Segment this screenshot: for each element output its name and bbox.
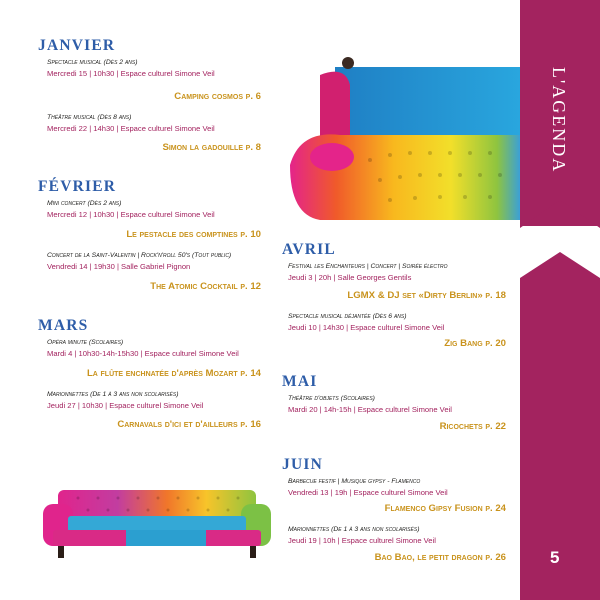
event-title: Simon la gadouille p. 8 [162, 142, 261, 153]
event-category: Marionnettes (De 1 à 3 ans non scolarisés) [288, 526, 420, 533]
event-when: Vendredi 14 | 19h30 | Salle Gabriel Pignon [47, 262, 191, 271]
event-juin-1 [288, 476, 448, 499]
event-when: Mercredi 12 | 10h30 | Espace culturel Simone Veil [47, 210, 215, 219]
event-category: Spectacle musical (Dès 2 ans) [47, 59, 138, 66]
sofa-top-image [290, 55, 520, 220]
event-janvier-2 [47, 112, 215, 135]
event-title: Flamenco Gipsy Fusion p. 24 [384, 503, 506, 514]
event-juin-2 [288, 524, 436, 547]
event-title: Bao Bao, le petit dragon p. 26 [374, 552, 506, 563]
event-title: Carnavals d'ici et d'ailleurs p. 16 [117, 419, 261, 430]
event-title: LGMX & DJ set «Dirty Berlin» p. 18 [347, 290, 506, 301]
event-category: Festival les Enchanteurs | Concert | Soirée électro [288, 263, 448, 270]
event-title: Zig Bang p. 20 [444, 338, 506, 349]
event-title: Ricochets p. 22 [439, 421, 506, 432]
event-avril-1 [288, 261, 448, 284]
event-mai-1 [288, 393, 452, 416]
sofa-bottom-image [38, 482, 276, 562]
event-title: Camping cosmos p. 6 [174, 91, 261, 102]
event-mars-1 [47, 337, 239, 360]
month-avril: AVRIL [282, 241, 336, 258]
event-title: The Atomic Cocktail p. 12 [150, 281, 261, 292]
event-when: Mercredi 22 | 14h30 | Espace culturel Simone Veil [47, 124, 215, 133]
event-avril-2 [288, 311, 444, 334]
event-when: Mardi 20 | 14h-15h | Espace culturel Simone Veil [288, 405, 452, 414]
month-mai: MAI [282, 373, 318, 390]
page-number: 5 [550, 548, 560, 567]
event-when: Mercredi 15 | 10h30 | Espace culturel Simone Veil [47, 69, 215, 78]
event-mars-2 [47, 389, 203, 412]
event-title: La flûte enchnatée d'après Mozart p. 14 [86, 368, 261, 379]
event-category: Mini concert (Dès 2 ans) [47, 200, 122, 207]
event-category: Barbecue festif | Musique gypsy - Flamenco [288, 478, 421, 485]
month-janvier: JANVIER [38, 37, 116, 54]
event-category: Opéra minute (Scolaires) [47, 339, 124, 346]
month-fevrier: FÉVRIER [38, 178, 117, 195]
event-when: Mardi 4 | 10h30-14h-15h30 | Espace culturel Simone Veil [47, 349, 239, 358]
event-category: Théâtre d'objets (Scolaires) [288, 395, 375, 402]
agenda-title: L'AGENDA [549, 66, 569, 174]
event-when: Jeudi 3 | 20h | Salle Georges Gentils [288, 273, 412, 282]
event-janvier-1 [47, 57, 215, 80]
event-category: Concert de la Saint-Valentin | Rock'n'roll 50's (Tout public) [47, 252, 232, 259]
event-when: Jeudi 10 | 14h30 | Espace culturel Simone Veil [288, 323, 445, 332]
event-when: Jeudi 27 | 10h30 | Espace culturel Simone Veil [47, 401, 204, 410]
event-title: Le pestacle des comptines p. 10 [126, 229, 261, 240]
event-when: Vendredi 13 | 19h | Espace culturel Simone Veil [288, 488, 448, 497]
month-mars: MARS [38, 317, 89, 334]
event-category: Théâtre musical (Dès 8 ans) [47, 114, 132, 121]
event-when: Jeudi 19 | 10h | Espace culturel Simone Veil [288, 536, 436, 545]
month-juin: JUIN [282, 456, 323, 473]
event-fevrier-1 [47, 198, 215, 221]
event-fevrier-2 [47, 250, 231, 273]
sidebar-notch [520, 226, 600, 282]
event-category: Marionnettes (De 1 à 3 ans non scolarisés) [47, 391, 179, 398]
event-category: Spectacle musical déjantée (Dès 6 ans) [288, 313, 407, 320]
